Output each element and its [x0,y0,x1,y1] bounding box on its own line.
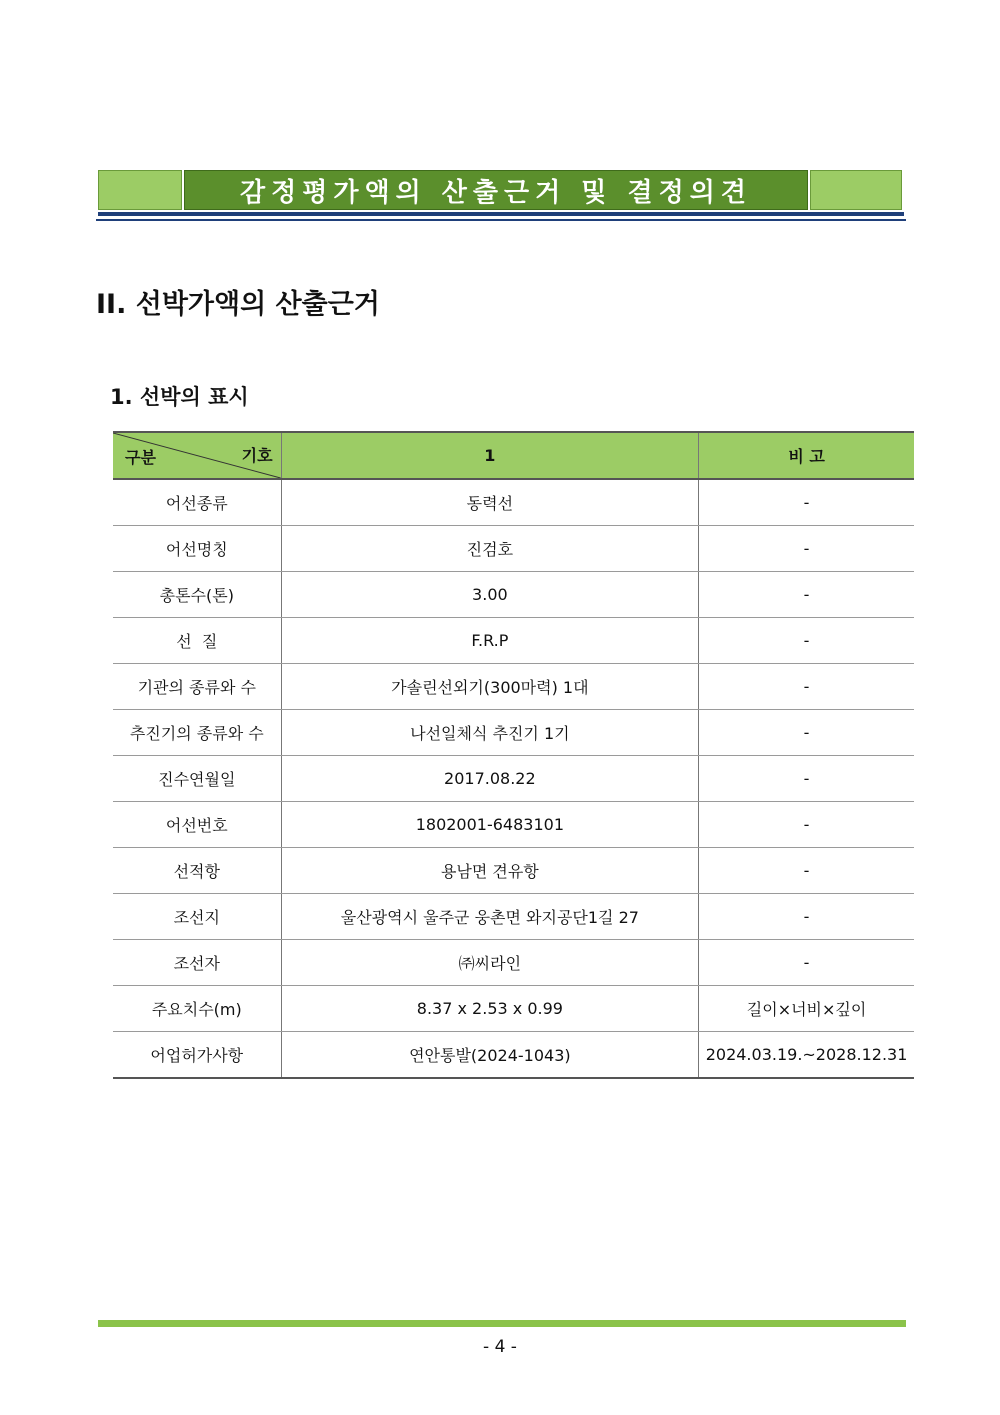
diagonal-header-cell [113,432,281,479]
row-note-cell: 2024.03.19.~2028.12.31 [699,1032,914,1079]
row-note-cell: - [699,940,914,986]
row-label-cell: 조선자 [113,940,281,986]
row-label-cell: 총톤수(톤) [113,572,281,618]
row-label-cell: 주요치수(m) [113,986,281,1032]
table-row [113,618,914,664]
table-row [113,894,914,940]
table-row [113,526,914,572]
row-note-cell: - [699,572,914,618]
row-label-cell: 어선종류 [113,479,281,526]
row-note-cell: - [699,894,914,940]
banner-right-block [810,170,902,210]
row-note-cell: - [699,526,914,572]
subsection-title: 1. 선박의 표시 [110,385,249,409]
row-value-cell: 8.37 x 2.53 x 0.99 [281,986,699,1032]
table-row [113,710,914,756]
header-item-number: 1 [281,432,699,479]
row-label-cell: 선 질 [113,618,281,664]
header-remarks: 비 고 [699,432,914,479]
table-row [113,479,914,526]
row-note-cell: - [699,848,914,894]
row-value-cell: 1802001-6483101 [281,802,699,848]
page-number: - 4 - [483,1337,517,1357]
row-note-cell: - [699,479,914,526]
row-value-cell: 용남면 견유항 [281,848,699,894]
header-symbol-label: 기호 [241,446,273,465]
row-value-cell: 가솔린선외기(300마력) 1대 [281,664,699,710]
banner-underline-thin [96,219,906,221]
table-row [113,664,914,710]
row-note-cell: - [699,756,914,802]
table-body [113,479,914,1078]
row-label-cell: 어선번호 [113,802,281,848]
table-row [113,802,914,848]
banner-left-block [98,170,182,210]
row-value-cell: 동력선 [281,479,699,526]
row-note-cell: - [699,802,914,848]
row-label-cell: 선적항 [113,848,281,894]
row-value-cell: 2017.08.22 [281,756,699,802]
row-value-cell: ㈜씨라인 [281,940,699,986]
row-value-cell: 연안통발(2024-1043) [281,1032,699,1079]
header-category-label: 구분 [125,448,156,467]
row-value-cell: 3.00 [281,572,699,618]
row-note-cell: - [699,710,914,756]
row-label-cell: 추진기의 종류와 수 [113,710,281,756]
row-label-cell: 어업허가사항 [113,1032,281,1079]
row-label-cell: 진수연월일 [113,756,281,802]
row-value-cell: F.R.P [281,618,699,664]
table-row [113,756,914,802]
footer-bar [98,1320,906,1327]
banner-title: 감정평가액의 산출근거 및 결정의견 [184,170,808,210]
row-value-cell: 울산광역시 울주군 웅촌면 와지공단1길 27 [281,894,699,940]
row-label-cell: 기관의 종류와 수 [113,664,281,710]
table-row [113,986,914,1032]
banner-underline [98,212,904,216]
row-note-cell: - [699,618,914,664]
row-value-cell: 진검호 [281,526,699,572]
row-value-cell: 나선일체식 추진기 1기 [281,710,699,756]
row-label-cell: 어선명칭 [113,526,281,572]
row-note-cell: 길이×너비×깊이 [699,986,914,1032]
table-header-row [113,432,914,479]
row-label-cell: 조선지 [113,894,281,940]
table-row [113,572,914,618]
row-note-cell: - [699,664,914,710]
vessel-info-table [113,431,914,1079]
header-banner [98,170,902,212]
table-row [113,1032,914,1079]
section-title: II. 선박가액의 산출근거 [96,289,380,320]
table-row [113,940,914,986]
table-row [113,848,914,894]
